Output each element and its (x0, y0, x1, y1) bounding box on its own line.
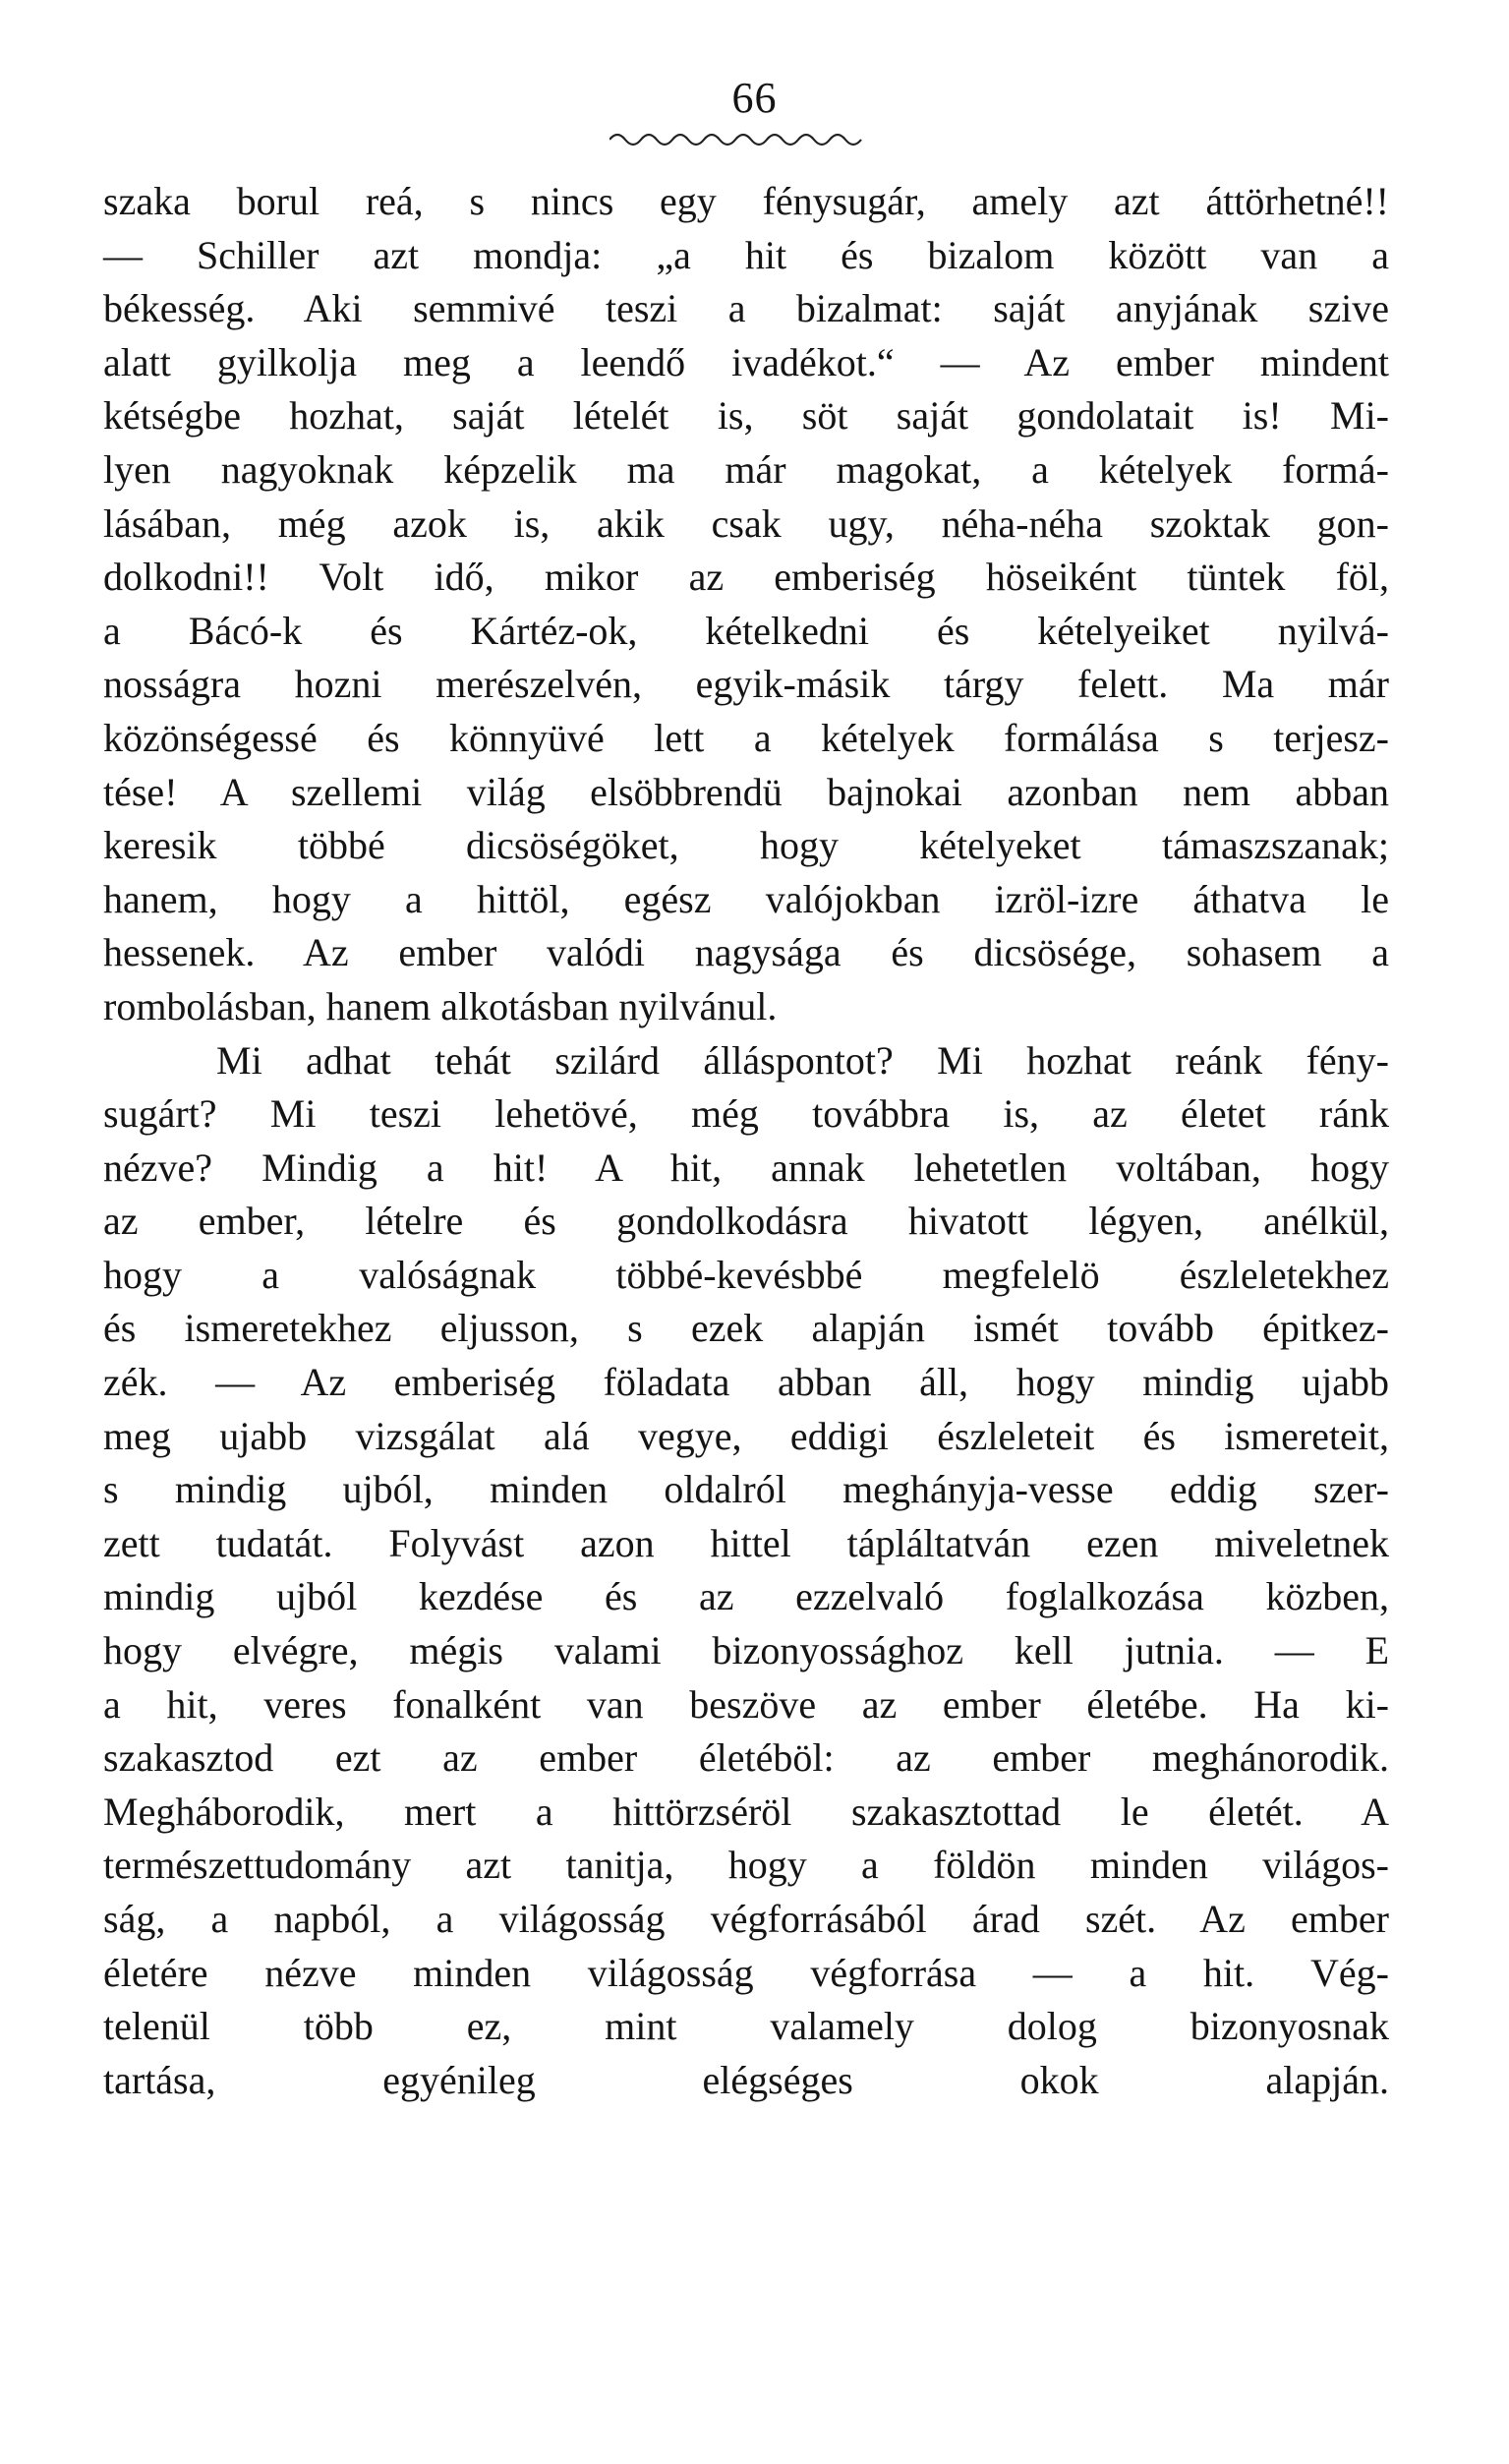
text-line: keresik többé dicsöségöket, hogy kételyeket támaszszanak; (103, 823, 1389, 868)
text-line: kétségbe hozhat, saját lételét is, söt saját gondolatait is! Mi- (103, 393, 1389, 439)
text-line: hessenek. Az ember valódi nagysága és dicsösége, sohasem a (103, 930, 1389, 975)
spaced-text-line: tartása, egyénileg elégséges okok alapján. (103, 2057, 1389, 2102)
text-line: meg ujabb vizsgálat alá vegye, eddigi észleleteit és ismereteit, (103, 1413, 1389, 1458)
text-line: az ember, lételre és gondolkodásra hivatott légyen, anélkül, (103, 1199, 1389, 1244)
text-line: — Schiller azt mondja: „a hit és bizalom között van a (103, 232, 1389, 277)
text-line: tése! A szellemi világ elsöbbrendü bajnokai azonban nem abban (103, 769, 1389, 814)
text-line: békesség. Aki semmivé teszi a bizalmat: saját anyjának szive (103, 286, 1389, 331)
wavy-ornament (609, 128, 865, 149)
text-line: életére nézve minden világosság végforrása — a hit. Vég- (103, 1950, 1389, 1995)
text-line: alatt gyilkolja meg a leendő ivadékot.“ — Az ember mindent (103, 339, 1389, 384)
text-line: zék. — Az emberiség föladata abban áll, hogy mindig ujabb (103, 1360, 1389, 1405)
text-line: nosságra hozni merészelvén, egyik-másik tárgy felett. Ma már (103, 662, 1389, 707)
text-line: a hit, veres fonalként van beszöve az ember életébe. Ha ki- (103, 1681, 1389, 1727)
text-line: ság, a napból, a világosság végforrásából árad szét. Az ember (103, 1897, 1389, 1941)
page-number: 66 (731, 74, 778, 122)
paragraph-start-line: Mi adhat tehát szilárd álláspontot? Mi hozhat reánk fény- (216, 1037, 1389, 1083)
text-line: zett tudatát. Folyvást azon hittel tápláltatván ezen miveletnek (103, 1520, 1389, 1565)
text-line: lásában, még azok is, akik csak ugy, néha-néha szoktak gon- (103, 500, 1389, 546)
page-header (0, 74, 1509, 122)
text-line: hanem, hogy a hittöl, egész valójokban izröl-izre áthatva le (103, 876, 1389, 921)
text-line: hogy a valóságnak többé-kevésbbé megfelelö észleletekhez (103, 1252, 1389, 1297)
text-line: dolkodni!! Volt idő, mikor az emberiség höseiként tüntek föl, (103, 555, 1389, 600)
text-line: természettudomány azt tanitja, hogy a földön minden világos- (103, 1843, 1389, 1888)
text-line: közönségessé és könnyüvé lett a kételyek formálása s terjesz- (103, 715, 1389, 760)
text-line: lyen nagyoknak képzelik ma már magokat, a kételyek formá- (103, 446, 1389, 492)
text-line: Megháborodik, mert a hittörzséröl szakasztottad le életét. A (103, 1789, 1389, 1834)
body-text (103, 175, 1389, 2107)
text-line: a Bácó-k és Kártéz-ok, kételkedni és kételyeiket nyilvá- (103, 608, 1389, 653)
text-line: nézve? Mindig a hit! A hit, annak lehetetlen voltában, hogy (103, 1144, 1389, 1190)
text-line: mindig ujból kezdése és az ezzelvaló foglalkozása közben, (103, 1574, 1389, 1619)
text-line: hogy elvégre, mégis valami bizonyossághoz kell jutnia. — E (103, 1628, 1389, 1673)
text-line: sugárt? Mi teszi lehetövé, még továbbra is, az életet ránk (103, 1091, 1389, 1137)
text-line: szaka borul reá, s nincs egy fénysugár, amely azt áttörhetné!! (103, 179, 1389, 223)
paragraph-end-line: rombolásban, hanem alkotásban nyilvánul. (103, 983, 778, 1028)
text-line: és ismeretekhez eljusson, s ezek alapján ismét tovább épitkez- (103, 1306, 1389, 1351)
text-line: szakasztod ezt az ember életéböl: az ember meghánorodik. (103, 1735, 1389, 1781)
text-line: s mindig ujból, minden oldalról meghányja-vesse eddig szer- (103, 1467, 1389, 1512)
spaced-text-line: telenül több ez, mint valamely dolog bizonyosnak (103, 2004, 1389, 2049)
